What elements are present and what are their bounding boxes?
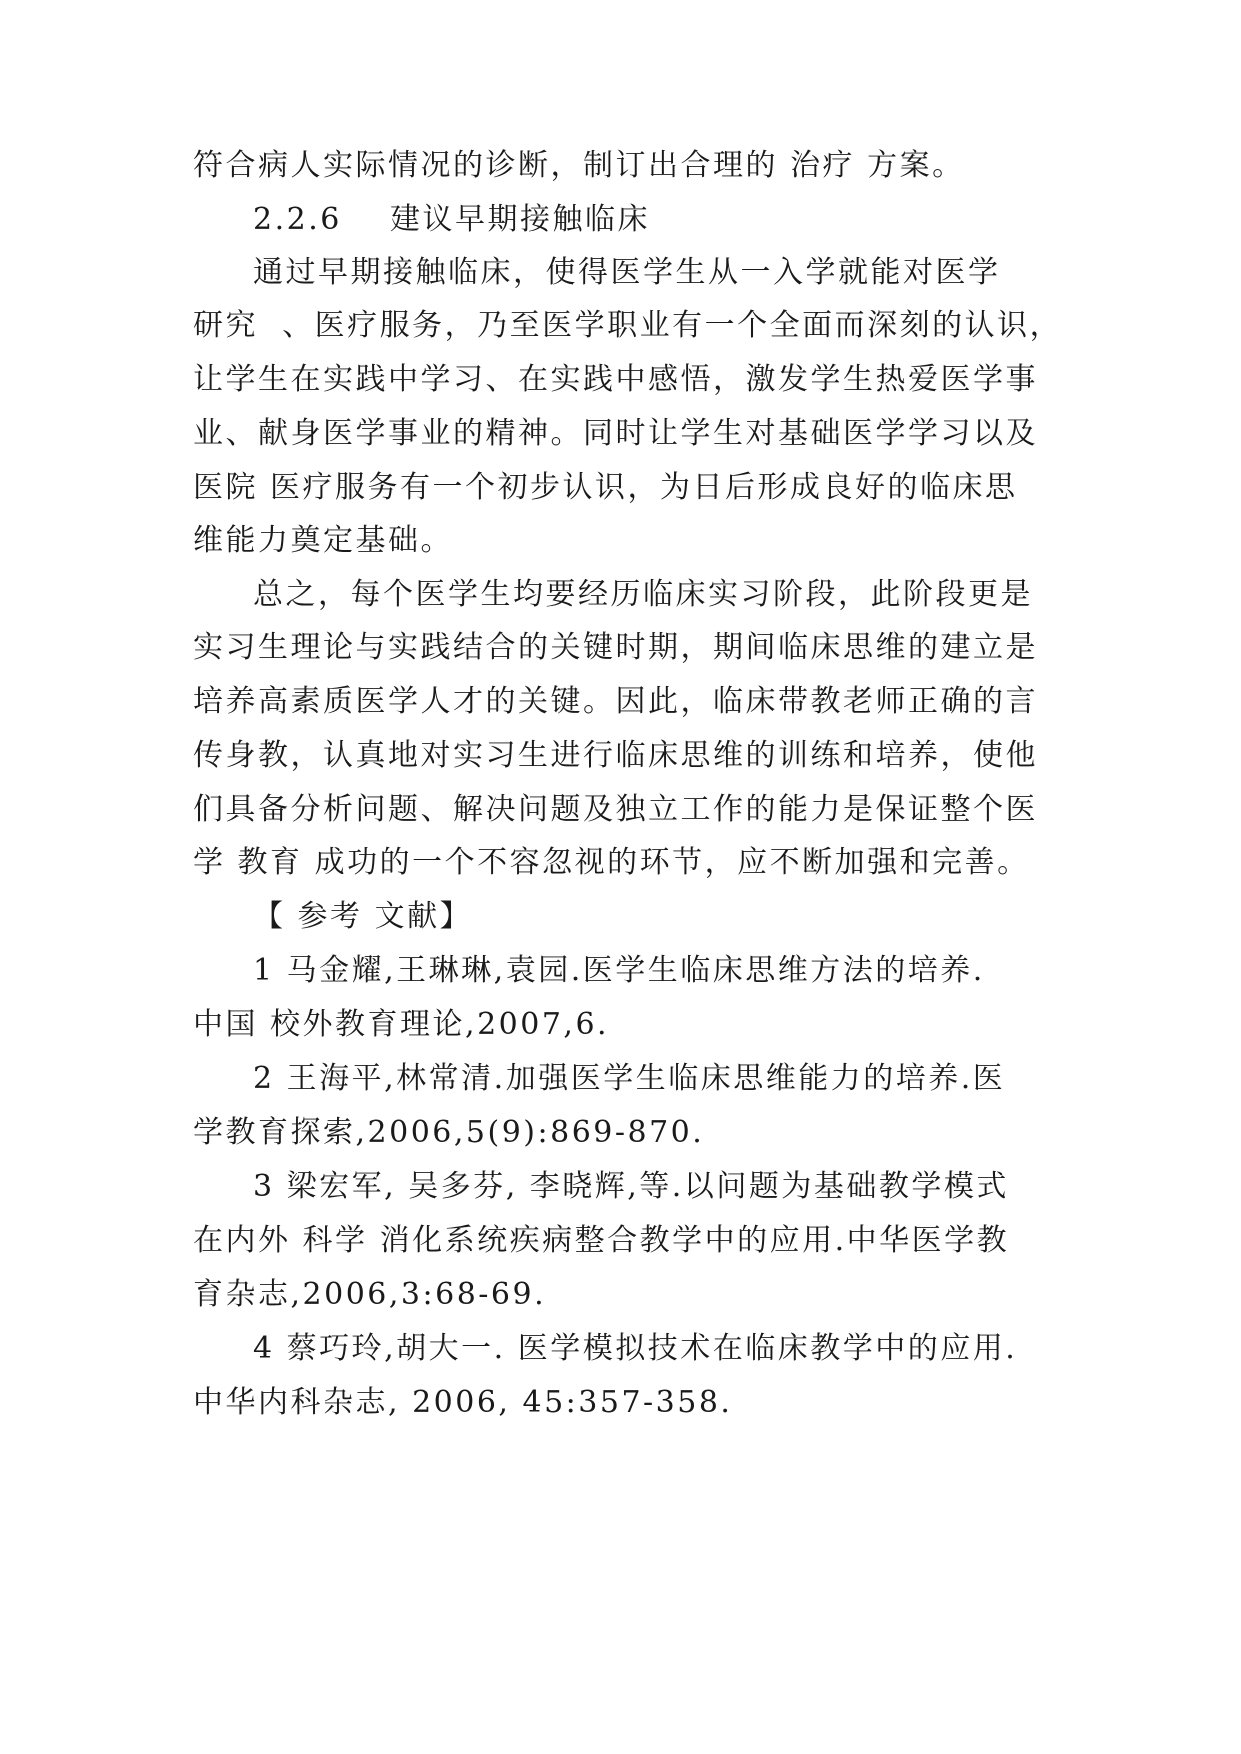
- paragraph-line: 让学生在实践中学习、在实践中感悟，激发学生热爱医学事: [193, 362, 1038, 397]
- reference-line: 3 梁宏军, 吴多芬, 李晓辉,等.以问题为基础教学模式: [253, 1169, 1009, 1204]
- paragraph-line: 医院 医疗服务有一个初步认识，为日后形成良好的临床思: [193, 470, 1018, 505]
- reference-line: 在内外 科学 消化系统疾病整合教学中的应用.中华医学教: [193, 1223, 1010, 1258]
- paragraph-line: 们具备分析问题、解决问题及独立工作的能力是保证整个医: [193, 792, 1038, 827]
- references-heading: 【 参考 文献】: [253, 899, 473, 934]
- reference-line: 中华内科杂志, 2006, 45:357-358.: [193, 1385, 733, 1420]
- paragraph-line: 实习生理论与实践结合的关键时期，期间临床思维的建立是: [193, 630, 1038, 665]
- paragraph-line: 维能力奠定基础。: [193, 523, 453, 558]
- reference-line: 中国 校外教育理论,2007,6.: [193, 1007, 610, 1042]
- reference-line: 2 王海平,林常清.加强医学生临床思维能力的培养.医: [253, 1061, 1006, 1096]
- reference-line: 学教育探索,2006,5(9):869-870.: [193, 1115, 705, 1150]
- paragraph-line: 培养高素质医学人才的关键。因此，临床带教老师正确的言: [193, 684, 1038, 719]
- paragraph-line: 研究 、医疗服务，乃至医学职业有一个全面而深刻的认识，: [193, 308, 1063, 343]
- paragraph-line: 学 教育 成功的一个不容忽视的环节，应不断加强和完善。: [193, 845, 1030, 880]
- reference-line: 1 马金耀,王琳琳,袁园.医学生临床思维方法的培养.: [253, 953, 985, 988]
- paragraph-line: 传身教，认真地对实习生进行临床思维的训练和培养，使他: [193, 738, 1038, 773]
- paragraph-line: 业、献身医学事业的精神。同时让学生对基础医学学习以及: [193, 416, 1038, 451]
- reference-line: 4 蔡巧玲,胡大一. 医学模拟技术在临床教学中的应用.: [253, 1331, 1018, 1366]
- reference-line: 育杂志,2006,3:68-69.: [193, 1277, 547, 1312]
- paragraph-line: 通过早期接触临床，使得医学生从一入学就能对医学: [253, 255, 1001, 290]
- paragraph-line: 符合病人实际情况的诊断，制订出合理的 治疗 方案。: [193, 148, 965, 183]
- section-heading: 2.2.6 建议早期接触临床: [253, 202, 650, 237]
- paragraph-line: 总之，每个医学生均要经历临床实习阶段，此阶段更是: [253, 577, 1033, 612]
